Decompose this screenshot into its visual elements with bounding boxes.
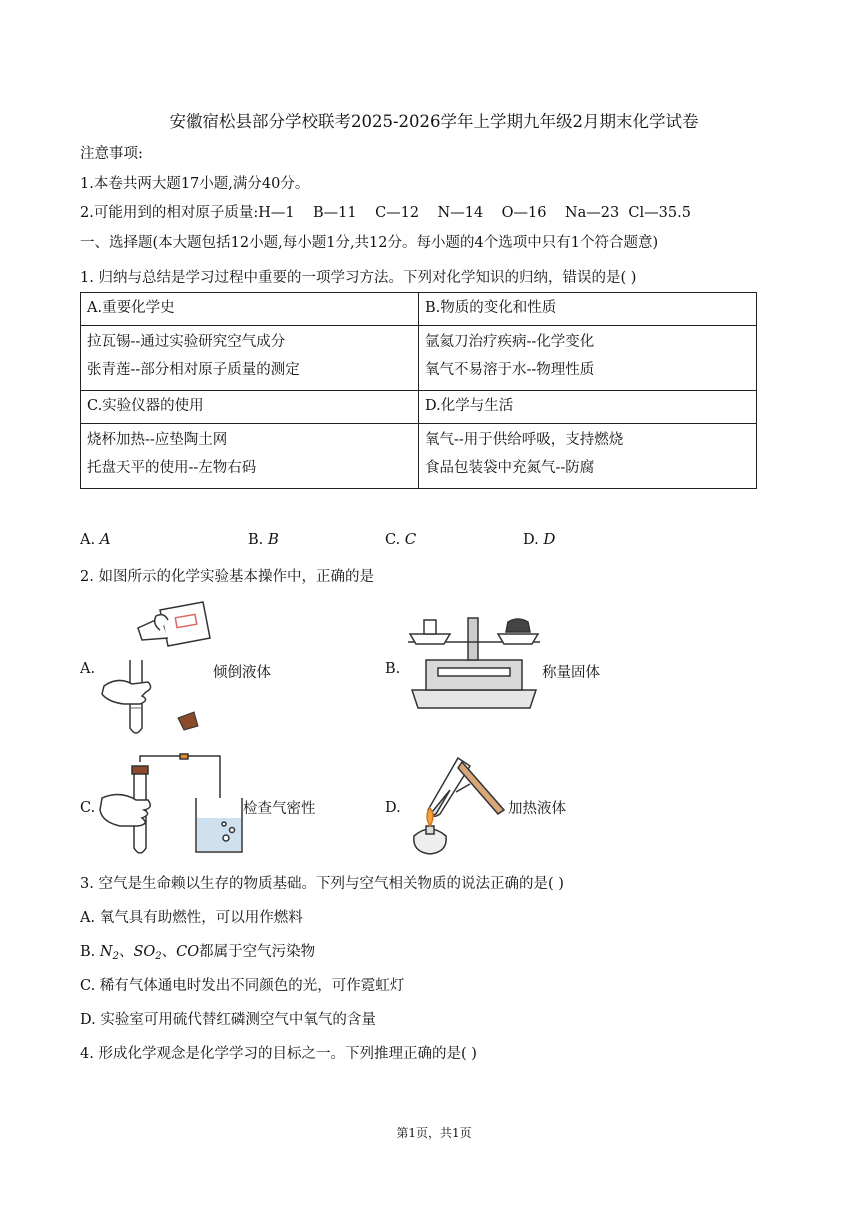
q1-table-a-line1: 拉瓦锡--通过实验研究空气成分	[87, 334, 286, 350]
q1-table-c-line1: 烧杯加热--应垫陶土网	[87, 432, 228, 448]
q3-option-b-prefix: B.	[80, 944, 100, 960]
q1-table-c-head: C.实验仪器的使用	[81, 391, 419, 424]
q3-option-d[interactable]: D. 实验室可用硫代替红磷测空气中氧气的含量	[80, 1012, 376, 1028]
q1-stem: 1. 归纳与总结是学习过程中重要的一项学习方法。下列对化学知识的归纳，错误的是( )	[80, 270, 637, 286]
q3-option-c[interactable]: C. 稀有气体通电时发出不同颜色的光，可作霓虹灯	[80, 978, 405, 994]
q1-table-b-body	[419, 326, 757, 391]
q1-table	[80, 292, 757, 489]
pouring-liquid-illustration	[98, 598, 228, 740]
formula-co: CO	[176, 944, 200, 960]
formula-so2: SO	[133, 944, 156, 960]
q1-table-b-head: B.物质的变化和性质	[419, 293, 757, 326]
q1-table-b-line2: 氧气不易溶于水--物理性质	[425, 362, 595, 378]
notes-line-1: 1.本卷共两大题17小题,满分40分。	[80, 176, 310, 192]
formula-n2: N	[99, 944, 113, 960]
q1-option-c-value: C	[404, 530, 417, 548]
q3-option-b-suffix: 都属于空气污染物	[199, 944, 316, 960]
reagent-bottle	[160, 602, 210, 646]
q1-option-a[interactable]	[80, 530, 111, 548]
q1-table-c-line2: 托盘天平的使用--左物右码	[87, 460, 257, 476]
q1-table-b-line1: 氩氦刀治疗疾病--化学变化	[425, 334, 595, 350]
q1-table-a-body	[81, 326, 419, 391]
q2-option-d-caption: 加热液体	[508, 801, 566, 817]
stopper	[178, 712, 198, 730]
q1-table-d-line2: 食品包装袋中充氮气--防腐	[425, 460, 595, 476]
page-title: 安徽宿松县部分学校联考2025-2026学年上学期九年级2月期末化学试卷	[169, 112, 699, 131]
q1-option-d[interactable]	[523, 530, 555, 548]
separator: 、	[161, 944, 177, 960]
q4-stem: 4. 形成化学观念是化学学习的目标之一。下列推理正确的是( )	[80, 1046, 477, 1062]
q1-table-d-body	[419, 424, 757, 489]
test-tube-holder	[458, 762, 504, 814]
q2-option-b-caption: 称量固体	[542, 665, 600, 681]
notes-heading: 注意事项:	[80, 146, 143, 162]
q1-table-c-body	[81, 424, 419, 489]
section-heading: 一、选择题(本大题包括12小题,每小题1分,共12分。每小题的4个选项中只有1个符合题意)	[80, 235, 659, 251]
q1-table-a-line2: 张青莲--部分相对原子质量的测定	[87, 362, 300, 378]
q3-option-b[interactable]	[80, 940, 315, 962]
hand	[102, 680, 151, 704]
q1-option-b-label: B.	[248, 532, 264, 548]
formula-so2-subscript: 2	[155, 951, 162, 962]
q2-option-b-label[interactable]: B.	[385, 661, 401, 677]
q1-table-d-line1: 氧气--用于供给呼吸，支持燃烧	[425, 432, 624, 448]
q1-table-a-head: A.重要化学史	[81, 293, 419, 326]
formula-n2-subscript: 2	[112, 951, 119, 962]
q2-option-c-label[interactable]: C.	[80, 800, 96, 816]
q2-option-a-caption: 倾倒液体	[213, 665, 271, 681]
q2-option-d-label[interactable]: D.	[385, 800, 401, 816]
q1-option-c-label: C.	[385, 532, 401, 548]
q1-option-d-value: D	[543, 530, 556, 548]
notes-line-2: 2.可能用到的相对原子质量:H—1 B—11 C—12 N—14 O—16 Na—23 Cl—35.5	[80, 205, 691, 221]
q1-table-d-head: D.化学与生活	[419, 391, 757, 424]
airtightness-illustration	[96, 752, 246, 862]
q2-option-a-label[interactable]: A.	[80, 661, 96, 677]
q2-stem: 2. 如图所示的化学实验基本操作中，正确的是	[80, 569, 374, 585]
page-footer: 第1页，共1页	[396, 1126, 472, 1140]
balance-illustration	[404, 612, 544, 716]
q1-option-a-value: A	[99, 530, 111, 548]
q1-option-a-label: A.	[80, 532, 96, 548]
q2-option-c-caption: 检查气密性	[243, 801, 316, 817]
q1-option-c[interactable]	[385, 530, 416, 548]
heating-liquid-illustration	[400, 752, 510, 862]
q1-option-b[interactable]	[248, 530, 279, 548]
q1-option-b-value: B	[267, 530, 279, 548]
q3-stem: 3. 空气是生命赖以生存的物质基础。下列与空气相关物质的说法正确的是( )	[80, 876, 564, 892]
separator: 、	[118, 944, 134, 960]
q3-option-a[interactable]: A. 氧气具有助燃性，可以用作燃料	[80, 910, 303, 926]
q1-option-d-label: D.	[523, 532, 539, 548]
